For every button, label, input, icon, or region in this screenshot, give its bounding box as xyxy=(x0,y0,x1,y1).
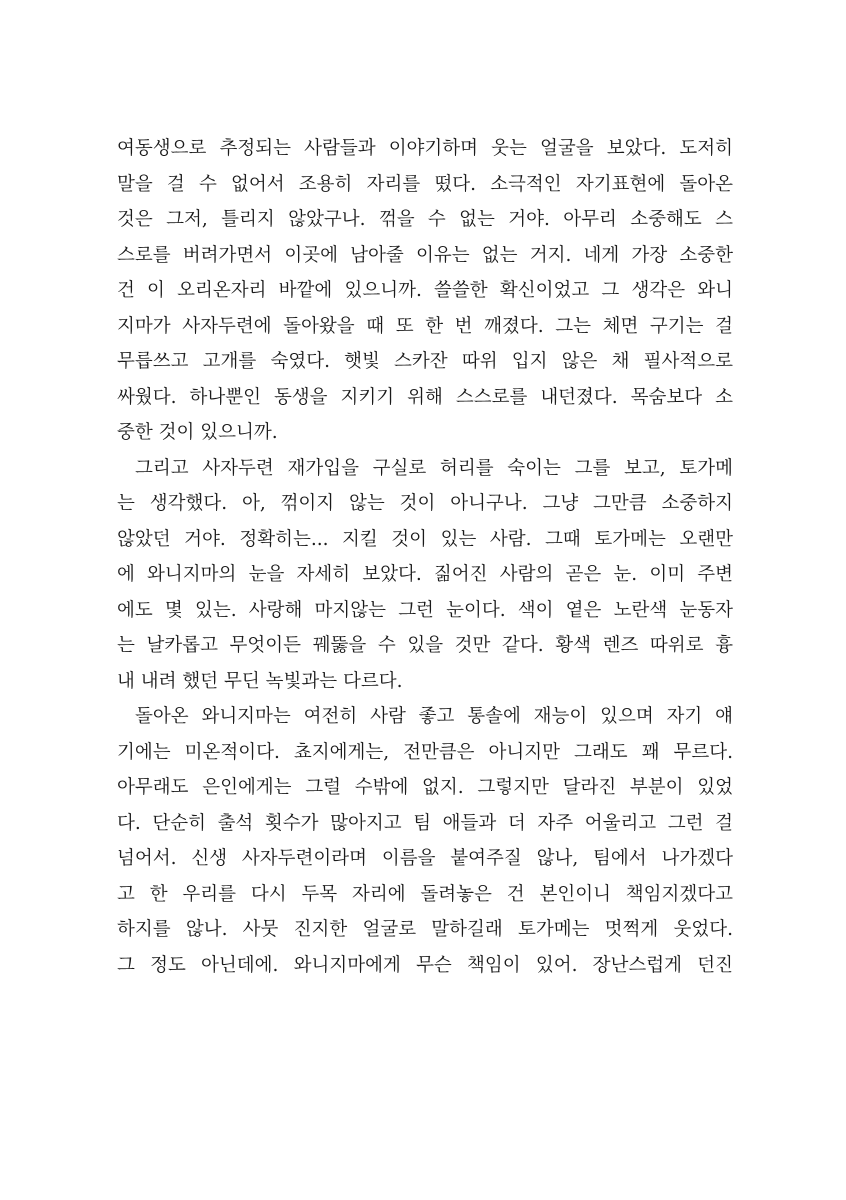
text-line: 않았던 거야. 정확히는... 지킬 것이 있는 사람. 그때 토가메는 오랜만 xyxy=(117,528,733,550)
text-line: 넘어서. 신생 사자두련이라며 이름을 붙여주질 않나, 팀에서 나가겠다 xyxy=(117,848,733,869)
text-line: 건 이 오리온자리 바깥에 있으니까. 쓸쓸한 확신이었고 그 생각은 와니 xyxy=(117,280,733,301)
text-line: 는 생각했다. 아, 꺾이지 않는 것이 아니구나. 그냥 그만큼 소중하지 xyxy=(117,493,733,514)
text-line: 기에는 미온적이다. 쵸지에게는, 전만큼은 아니지만 그래도 꽤 무르다. xyxy=(117,741,733,763)
text-line: 에도 몇 있는. 사랑해 마지않는 그런 눈이다. 색이 옅은 노란색 눈동자 xyxy=(117,599,733,621)
text-line: 하지를 않나. 사뭇 진지한 얼굴로 말하길래 토가메는 멋쩍게 웃었다. xyxy=(117,919,733,940)
text-line: 지마가 사자두련에 돌아왔을 때 또 한 번 깨졌다. 그는 체면 구기는 걸 xyxy=(117,315,733,337)
text-line: 고 한 우리를 다시 두목 자리에 돌려놓은 건 본인이니 책임지겠다고 xyxy=(117,883,733,905)
text-line: 스로를 버려가면서 이곳에 남아줄 이유는 없는 거지. 네게 가장 소중한 xyxy=(117,244,733,266)
text-line: 싸웠다. 하나뿐인 동생을 지키기 위해 스스로를 내던졌다. 목숨보다 소 xyxy=(117,386,733,408)
text-line: 다. 단순히 출석 횟수가 많아지고 팀 애들과 더 자주 어울리고 그런 걸 xyxy=(117,812,733,834)
text-line: 내 내려 했던 무딘 녹빛과는 다르다. xyxy=(117,670,403,692)
text-line: 말을 걸 수 없어서 조용히 자리를 떴다. 소극적인 자기표현에 돌아온 xyxy=(117,173,733,195)
text-line: 는 날카롭고 무엇이든 꿰뚫을 수 있을 것만 같다. 황색 렌즈 따위로 흉 xyxy=(117,635,733,656)
text-line: 중한 것이 있으니까. xyxy=(117,422,278,443)
text-line: 것은 그저, 틀리지 않았구나. 꺾을 수 없는 거야. 아무리 소중해도 스 xyxy=(117,209,733,230)
text-line: 아무래도 은인에게는 그럴 수밖에 없지. 그렇지만 달라진 부분이 있었 xyxy=(117,777,733,798)
text-line: 에 와니지마의 눈을 자세히 보았다. 짊어진 사람의 곧은 눈. 이미 주변 xyxy=(117,564,733,585)
body-text xyxy=(117,131,733,983)
text-line: 돌아온 와니지마는 여전히 사람 좋고 통솔에 재능이 있으며 자기 얘 xyxy=(135,706,733,727)
text-line: 무릅쓰고 고개를 숙였다. 햇빛 스카잔 따위 입지 않은 채 필사적으로 xyxy=(117,351,733,372)
text-line: 여동생으로 추정되는 사람들과 이야기하며 웃는 얼굴을 보았다. 도저히 xyxy=(117,138,733,159)
text-line: 그리고 사자두련 재가입을 구실로 허리를 숙이는 그를 보고, 토가메 xyxy=(135,457,733,479)
text-line: 그 정도 아닌데에. 와니지마에게 무슨 책임이 있어. 장난스럽게 던진 xyxy=(117,954,733,976)
